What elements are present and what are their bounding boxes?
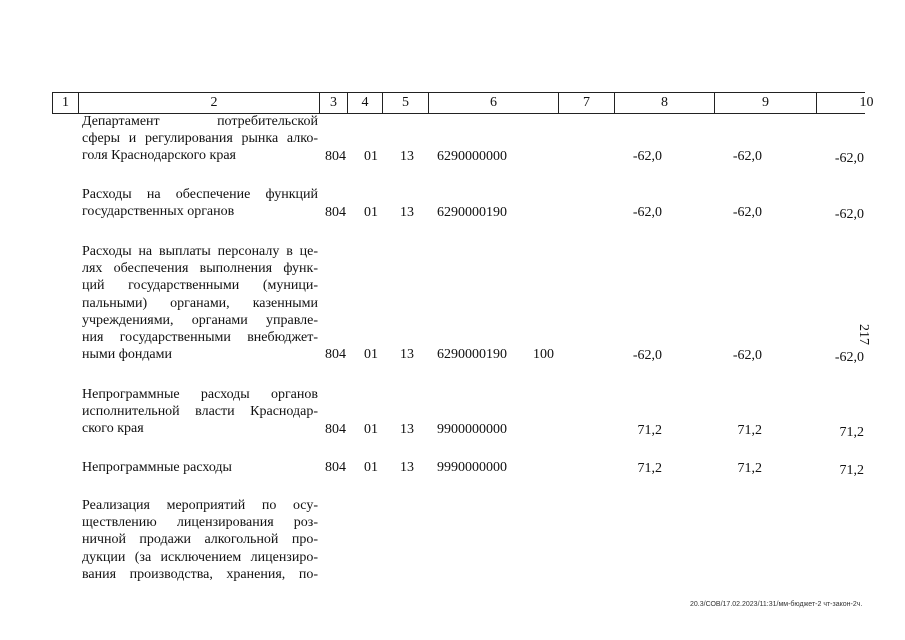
description-line: Реализация мероприятий по осу- bbox=[82, 498, 318, 513]
table-header bbox=[52, 92, 874, 114]
row-value-10: -62,0 bbox=[834, 350, 864, 365]
row-csr: 9990000000 bbox=[437, 460, 507, 475]
row-rz: 01 bbox=[364, 422, 378, 437]
row-vr: 100 bbox=[533, 347, 554, 362]
row-grbs: 804 bbox=[325, 422, 346, 437]
header-col-1: 1 bbox=[52, 93, 78, 113]
header-col-7: 7 bbox=[558, 93, 614, 113]
row-value-9: 71,2 bbox=[737, 423, 762, 438]
header-col-5: 5 bbox=[382, 93, 428, 113]
row-value-10: 71,2 bbox=[839, 425, 864, 440]
row-value-9: -62,0 bbox=[732, 205, 762, 220]
row-value-10: -62,0 bbox=[834, 207, 864, 222]
page-number: 217 bbox=[856, 324, 871, 345]
header-col-4: 4 bbox=[347, 93, 382, 113]
description-line: пальными) органами, казенными bbox=[82, 295, 318, 311]
header-col-10: 10 bbox=[816, 93, 905, 113]
row-value-8: -62,0 bbox=[632, 205, 662, 220]
row-description bbox=[82, 459, 318, 476]
row-grbs: 804 bbox=[325, 205, 346, 220]
row-csr: 6290000190 bbox=[437, 205, 507, 220]
description-line: сферы и регулирования рынка алко- bbox=[82, 131, 318, 147]
description-line: дукции (за исключением лицензиро- bbox=[82, 549, 318, 565]
row-description bbox=[82, 186, 318, 220]
description-line: исполнительной власти Краснодар- bbox=[82, 404, 318, 420]
description-line: ничной продажи алкогольной про- bbox=[82, 532, 318, 548]
row-rz: 01 bbox=[364, 149, 378, 164]
row-value-10: 71,2 bbox=[839, 463, 864, 478]
row-pr: 13 bbox=[400, 460, 414, 475]
description-line: голя Краснодарского края bbox=[82, 148, 236, 164]
description-line: государственных органов bbox=[82, 204, 235, 220]
row-value-9: -62,0 bbox=[732, 149, 762, 164]
row-value-8: -62,0 bbox=[632, 348, 662, 363]
header-col-6: 6 bbox=[428, 93, 558, 113]
description-line: вания производства, хранения, по- bbox=[82, 566, 318, 582]
row-value-8: -62,0 bbox=[632, 149, 662, 164]
row-grbs: 804 bbox=[325, 460, 346, 475]
header-col-2: 2 bbox=[78, 93, 349, 113]
description-line: Непрограммные расходы органов bbox=[82, 387, 318, 402]
row-pr: 13 bbox=[400, 347, 414, 362]
description-line: Расходы на выплаты персоналу в це- bbox=[82, 244, 318, 259]
row-description bbox=[82, 386, 318, 438]
row-grbs: 804 bbox=[325, 149, 346, 164]
description-line: лях обеспечения выполнения функ- bbox=[82, 261, 318, 277]
row-pr: 13 bbox=[400, 149, 414, 164]
row-pr: 13 bbox=[400, 205, 414, 220]
header-col-8: 8 bbox=[614, 93, 714, 113]
row-value-8: 71,2 bbox=[637, 461, 662, 476]
header-col-9: 9 bbox=[714, 93, 816, 113]
header-col-3: 3 bbox=[319, 93, 347, 113]
row-rz: 01 bbox=[364, 347, 378, 362]
description-line: ского края bbox=[82, 421, 144, 437]
footer-stamp: 20.3/СОВ/17.02.2023/11:31/мм-бюджет-2 чт-закон-2ч. bbox=[690, 601, 863, 608]
description-line: Непрограммные расходы bbox=[82, 460, 232, 475]
row-value-10: -62,0 bbox=[834, 151, 864, 166]
row-description bbox=[82, 497, 318, 583]
row-csr: 6290000000 bbox=[437, 149, 507, 164]
row-csr: 9900000000 bbox=[437, 422, 507, 437]
row-description bbox=[82, 243, 318, 363]
row-value-8: 71,2 bbox=[637, 423, 662, 438]
description-line: ций государственными (муници- bbox=[82, 278, 318, 294]
row-pr: 13 bbox=[400, 422, 414, 437]
description-line: учреждениями, органами управле- bbox=[82, 312, 318, 328]
row-value-9: 71,2 bbox=[737, 461, 762, 476]
row-description bbox=[82, 113, 318, 165]
description-line: ными фондами bbox=[82, 347, 173, 363]
row-csr: 6290000190 bbox=[437, 347, 507, 362]
description-line: ществлению лицензирования роз- bbox=[82, 515, 318, 531]
description-line: Департамент потребительской bbox=[82, 114, 318, 129]
description-line: Расходы на обеспечение функций bbox=[82, 187, 318, 202]
row-rz: 01 bbox=[364, 460, 378, 475]
description-line: ния государственными внебюджет- bbox=[82, 330, 318, 346]
row-grbs: 804 bbox=[325, 347, 346, 362]
row-rz: 01 bbox=[364, 205, 378, 220]
row-value-9: -62,0 bbox=[732, 348, 762, 363]
